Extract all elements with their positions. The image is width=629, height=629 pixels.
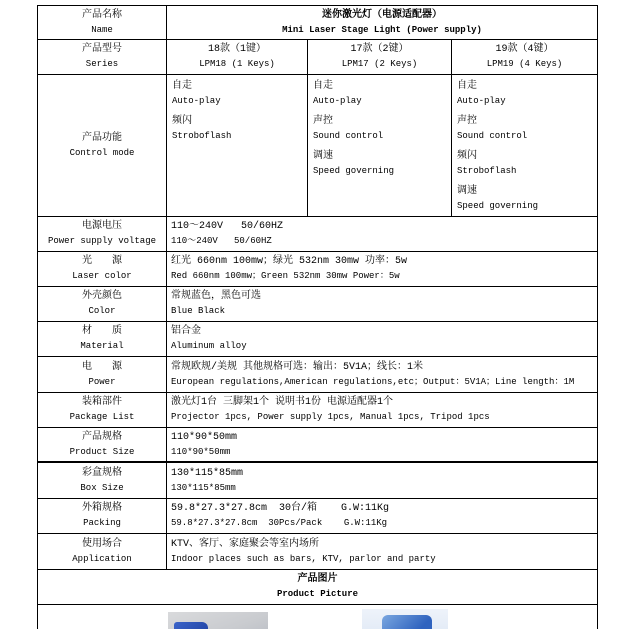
product-name-cell [167,6,598,40]
spec-label-en: Power [88,376,116,387]
control-feature [172,79,221,109]
product-name-en: Mini Laser Stage Light (Power supply) [282,24,482,35]
series-label-cn: 产品型号 [82,44,122,55]
control-feature [313,114,383,144]
series-model-cell [308,40,452,75]
spec-value-en: 110*90*50mm [171,446,231,457]
spec-value-cn: 铝合金 [171,326,201,337]
control-feature [457,114,527,144]
spec-label-cn: 电源电压 [82,221,122,232]
name-label-cn: 产品名称 [82,9,122,21]
spec-label-en: Power supply voltage [47,236,157,246]
control-feature-en: Speed governing [457,201,539,211]
control-feature-cn: 频闪 [172,116,192,127]
control-feature-cn: 调速 [457,186,477,197]
spec-value-en: 59.8*27.3*27.8cm 30Pcs/Pack G.W:11Kg [171,518,388,528]
series-model-en: LPM18 (1 Keys) [199,59,275,69]
control-feature-en: Speed governing [313,166,395,176]
control-feature-en: Sound control [313,131,384,141]
name-label-cell [38,6,167,40]
series-model-cn: 17款（2键） [350,44,409,55]
control-feature-cn: 自走 [457,81,477,92]
spec-label-cell [38,287,167,322]
spec-value-cell [167,217,598,252]
control-feature [457,184,538,214]
control-feature-cn: 自走 [313,81,333,92]
spec-label-cn: 彩盒规格 [82,467,122,479]
spec-label-cn: 材 质 [82,326,122,337]
control-feature [457,149,516,179]
spec-label-en: Product Size [69,446,135,457]
spec-table [37,5,598,629]
spec-value-cell [167,428,598,463]
name-label-en: Name [91,24,113,35]
spec-value-cn: 59.8*27.3*27.8cm 30台/箱 G.W:11Kg [171,503,390,514]
spec-label-en: Laser color [72,271,132,281]
product-photos-row [38,605,598,629]
spec-value-cn: 110*90*50mm [171,431,238,443]
control-mode-column-lpm17 [308,75,452,217]
spec-label-cn: 使用场合 [82,538,122,550]
spec-label-cell [38,463,167,499]
control-feature [457,79,506,109]
spec-value-cn: 激光灯1台 三脚架1个 说明书1份 电源适配器1个 [171,397,394,408]
spec-value-cn: KTV、客厅、家庭聚会等室内场所 [171,538,320,550]
spec-value-cell [167,499,598,534]
spec-label-en: Packing [83,518,121,528]
control-mode-label-cell [38,75,167,217]
spec-label-cell [38,217,167,252]
series-model-cell [167,40,308,75]
spec-value-cell [167,252,598,287]
spec-label-cell [38,357,167,393]
product-photo-device [382,615,432,629]
series-label-cell [38,40,167,75]
product-photo [168,612,268,629]
control-mode-label-en: Control mode [69,147,135,158]
spec-value-cell [167,357,598,393]
spec-label-en: Package List [69,412,135,422]
spec-label-cell [38,393,167,428]
spec-value-en: 130*115*85mm [171,482,236,493]
control-feature-en: Stroboflash [172,131,232,141]
spec-value-cell [167,393,598,428]
spec-label-cn: 外箱规格 [82,503,122,514]
spec-value-en: Indoor places such as bars, KTV, parlor and party [171,553,436,564]
control-mode-column-lpm19 [452,75,598,217]
control-mode-column-lpm18 [167,75,308,217]
spec-label-cn: 产品规格 [82,431,122,443]
control-feature-en: Auto-play [172,96,221,106]
spec-value-en: Red 660nm 100mw；Green 532nm 30mw Power：5w [171,271,400,281]
product-picture-heading-en: Product Picture [276,589,358,599]
control-feature-cn: 声控 [313,116,333,127]
control-feature-en: Auto-play [457,96,506,106]
series-model-en: LPM17 (2 Keys) [341,59,418,69]
product-photo-device [174,622,208,629]
control-mode-label-cn: 产品功能 [82,132,122,144]
spec-value-cell [167,463,598,499]
spec-value-cell [167,322,598,357]
control-feature-en: Stroboflash [457,166,517,176]
control-feature [172,114,231,144]
product-photo [362,609,448,629]
spec-value-cn: 130*115*85mm [171,467,244,479]
product-name-cn: 迷你激光灯（电源适配器） [322,9,442,21]
spec-value-cell [167,287,598,322]
series-label-en: Series [85,59,119,69]
control-feature [313,149,394,179]
spec-value-en: 110～240V 50/60HZ [171,236,272,246]
spec-label-en: Color [88,306,116,316]
spec-value-cell [167,534,598,570]
spec-value-cn: 110～240V 50/60HZ [171,221,284,232]
series-model-cell [452,40,598,75]
spec-label-cn: 光 源 [82,256,122,267]
product-picture-heading [38,570,598,605]
spec-value-cn: 常规欧规/美规 其他规格可选：输出：5V1A；线长：1米 [171,361,424,373]
control-feature-cn: 自走 [172,81,192,92]
control-feature [313,79,362,109]
series-model-cn: 18款（1键） [207,44,266,55]
spec-label-cell [38,428,167,463]
spec-label-en: Application [72,553,132,564]
control-feature-en: Auto-play [313,96,362,106]
spec-value-en: Projector 1pcs, Power supply 1pcs, Manual 1pcs, Tripod 1pcs [171,412,490,422]
spec-value-en: European regulations,American regulations,etc；Output：5V1A；Line length：1M [171,376,575,387]
spec-value-cn: 红光 660nm 100mw；绿光 532nm 30mw 功率：5w [171,256,408,267]
series-model-cn: 19款（4键） [495,44,554,55]
spec-label-cn: 外壳颜色 [82,291,122,302]
spec-label-en: Box Size [80,482,124,493]
spec-label-cell [38,252,167,287]
control-feature-cn: 调速 [313,151,333,162]
spec-label-cn: 装箱部件 [82,397,122,408]
spec-label-cell [38,322,167,357]
control-feature-cn: 频闪 [457,151,477,162]
spec-value-cn: 常规蓝色，黑色可选 [171,291,261,302]
spec-label-cell [38,534,167,570]
spec-label-en: Material [80,341,124,351]
product-picture-heading-cn: 产品图片 [297,574,338,585]
spec-label-cell [38,499,167,534]
spec-label-cn: 电 源 [82,361,122,373]
control-feature-en: Sound control [457,131,528,141]
spec-value-en: Aluminum alloy [171,341,247,351]
series-model-en: LPM19 (4 Keys) [486,59,563,69]
control-feature-cn: 声控 [457,116,477,127]
spec-value-en: Blue Black [171,306,226,316]
